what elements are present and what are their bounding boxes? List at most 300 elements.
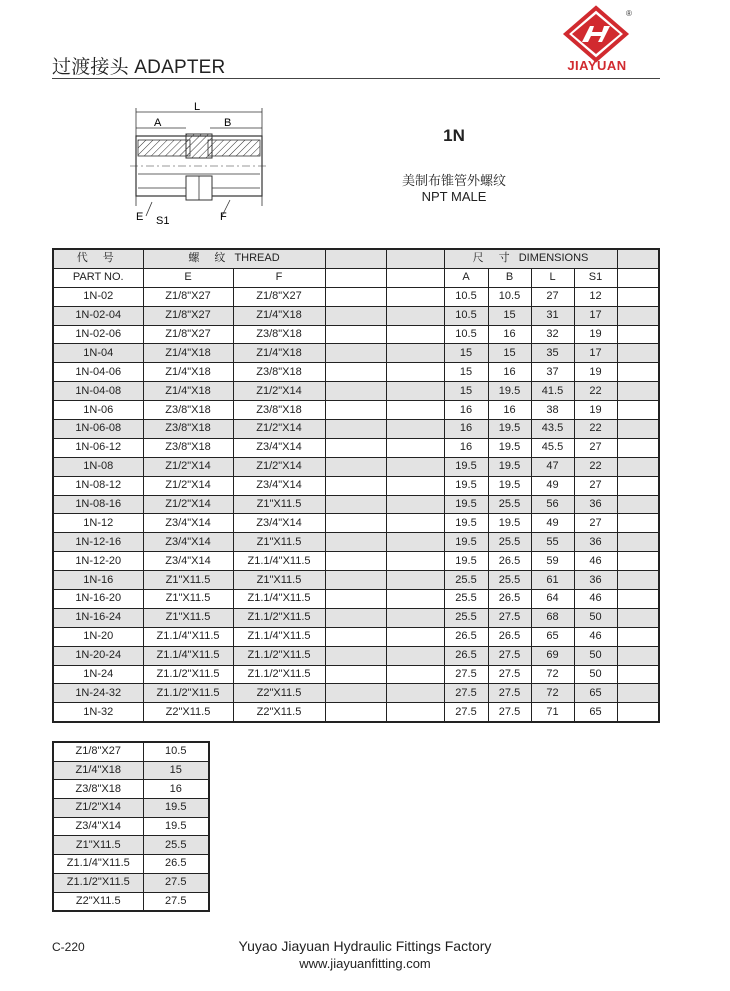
thread-f-cell: Z3/4"X14 — [233, 476, 325, 495]
factory-name: Yuyao Jiayuan Hydraulic Fittings Factory — [238, 938, 492, 954]
blank-cell — [325, 325, 386, 344]
ref-row — [53, 873, 209, 892]
part-no-cell: 1N-04 — [53, 344, 143, 363]
dim-l-cell: 37 — [531, 363, 574, 382]
part-no-cell: 1N-06-08 — [53, 420, 143, 439]
thread-f-cell: Z1.1/4"X11.5 — [233, 552, 325, 571]
table-row — [53, 382, 659, 401]
blank-cell — [386, 457, 444, 476]
dim-s1-cell: 22 — [574, 420, 617, 439]
thread-f-cell: Z1.1/2"X11.5 — [233, 665, 325, 684]
blank-cell — [325, 476, 386, 495]
dim-label-f: F — [220, 211, 227, 223]
dim-s1-cell: 46 — [574, 590, 617, 609]
dim-l-cell: 55 — [531, 533, 574, 552]
dim-b-cell: 16 — [488, 325, 531, 344]
dim-a-cell: 19.5 — [444, 533, 488, 552]
dim-l-cell: 71 — [531, 703, 574, 722]
dim-b-cell: 19.5 — [488, 457, 531, 476]
dim-a-cell: 27.5 — [444, 703, 488, 722]
website: www.jiayuanfitting.com — [299, 956, 431, 971]
dim-l-cell: 27 — [531, 287, 574, 306]
blank-cell — [617, 571, 659, 590]
part-no-cell: 1N-12 — [53, 514, 143, 533]
dim-s1-cell: 65 — [574, 684, 617, 703]
table-row — [53, 627, 659, 646]
ref-value-cell: 25.5 — [143, 836, 209, 855]
ref-thread-cell: Z1/8"X27 — [53, 742, 143, 761]
ref-row — [53, 892, 209, 911]
blank-cell — [617, 533, 659, 552]
table-row — [53, 646, 659, 665]
table-row — [53, 457, 659, 476]
part-no-cell: 1N-08-16 — [53, 495, 143, 514]
dim-a-cell: 26.5 — [444, 627, 488, 646]
dim-a-cell: 27.5 — [444, 684, 488, 703]
blank-cell — [386, 495, 444, 514]
table-row — [53, 665, 659, 684]
header-b: B — [488, 268, 531, 287]
thread-e-cell: Z1.1/4"X11.5 — [143, 646, 233, 665]
table-row — [53, 401, 659, 420]
thread-e-cell: Z1.1/4"X11.5 — [143, 627, 233, 646]
blank-cell — [386, 552, 444, 571]
dim-s1-cell: 19 — [574, 401, 617, 420]
blank-cell — [386, 533, 444, 552]
thread-f-cell: Z1"X11.5 — [233, 533, 325, 552]
ref-thread-cell: Z3/4"X14 — [53, 817, 143, 836]
blank-cell — [617, 287, 659, 306]
ref-thread-cell: Z1/4"X18 — [53, 761, 143, 780]
part-no-cell: 1N-32 — [53, 703, 143, 722]
blank-cell — [386, 684, 444, 703]
dim-a-cell: 19.5 — [444, 476, 488, 495]
part-no-cell: 1N-06-12 — [53, 438, 143, 457]
header-l: L — [531, 268, 574, 287]
thread-f-cell: Z2"X11.5 — [233, 684, 325, 703]
blank-cell — [617, 608, 659, 627]
ref-row — [53, 855, 209, 874]
thread-e-cell: Z3/4"X14 — [143, 533, 233, 552]
part-no-cell: 1N-04-08 — [53, 382, 143, 401]
blank-cell — [325, 495, 386, 514]
dim-s1-cell: 22 — [574, 382, 617, 401]
blank-cell — [386, 703, 444, 722]
ref-thread-cell: Z1.1/4"X11.5 — [53, 855, 143, 874]
ref-thread-cell: Z3/8"X18 — [53, 780, 143, 799]
dim-s1-cell: 50 — [574, 646, 617, 665]
thread-e-cell: Z1.1/2"X11.5 — [143, 665, 233, 684]
dim-l-cell: 56 — [531, 495, 574, 514]
dim-l-cell: 47 — [531, 457, 574, 476]
thread-e-cell: Z3/8"X18 — [143, 420, 233, 439]
dim-s1-cell: 17 — [574, 306, 617, 325]
blank-cell — [325, 590, 386, 609]
blank-cell — [386, 571, 444, 590]
blank-cell — [617, 382, 659, 401]
description-en: NPT MALE — [421, 189, 487, 204]
dim-b-cell: 27.5 — [488, 646, 531, 665]
thread-f-cell: Z2"X11.5 — [233, 703, 325, 722]
part-no-cell: 1N-24 — [53, 665, 143, 684]
thread-f-cell: Z1/2"X14 — [233, 457, 325, 476]
blank-cell — [325, 438, 386, 457]
thread-f-cell: Z3/8"X18 — [233, 325, 325, 344]
header-dimensions: 尺 寸 DIMENSIONS — [444, 249, 617, 268]
blank-cell — [325, 533, 386, 552]
dim-b-cell: 19.5 — [488, 438, 531, 457]
header-partno: PART NO. — [53, 268, 143, 287]
dim-b-cell: 25.5 — [488, 533, 531, 552]
header-a: A — [444, 268, 488, 287]
blank-cell — [325, 382, 386, 401]
ref-value-cell: 27.5 — [143, 873, 209, 892]
dim-label-b: B — [224, 117, 232, 129]
dim-a-cell: 27.5 — [444, 665, 488, 684]
dim-l-cell: 31 — [531, 306, 574, 325]
table-row — [53, 420, 659, 439]
thread-f-cell: Z1/2"X14 — [233, 382, 325, 401]
blank-cell — [325, 344, 386, 363]
dim-a-cell: 25.5 — [444, 590, 488, 609]
blank-cell — [325, 665, 386, 684]
table-row — [53, 325, 659, 344]
blank-cell — [386, 306, 444, 325]
table-row — [53, 344, 659, 363]
thread-f-cell: Z1/8"X27 — [233, 287, 325, 306]
ref-value-cell: 15 — [143, 761, 209, 780]
dim-l-cell: 69 — [531, 646, 574, 665]
thread-f-cell: Z3/4"X14 — [233, 514, 325, 533]
table-row — [53, 363, 659, 382]
table-row — [53, 514, 659, 533]
thread-e-cell: Z1/2"X14 — [143, 476, 233, 495]
thread-f-cell: Z3/8"X18 — [233, 363, 325, 382]
dim-s1-cell: 65 — [574, 703, 617, 722]
blank-cell — [617, 476, 659, 495]
dim-s1-cell: 22 — [574, 457, 617, 476]
blank-cell — [386, 420, 444, 439]
dim-s1-cell: 46 — [574, 627, 617, 646]
thread-e-cell: Z1/8"X27 — [143, 325, 233, 344]
blank-cell — [386, 401, 444, 420]
header-divider — [52, 78, 660, 79]
part-no-cell: 1N-06 — [53, 401, 143, 420]
blank-cell — [617, 684, 659, 703]
dim-b-cell: 27.5 — [488, 703, 531, 722]
dim-b-cell: 25.5 — [488, 495, 531, 514]
dim-label-l: L — [194, 101, 201, 113]
thread-e-cell: Z2"X11.5 — [143, 703, 233, 722]
dim-a-cell: 15 — [444, 382, 488, 401]
part-no-cell: 1N-20 — [53, 627, 143, 646]
thread-f-cell: Z1"X11.5 — [233, 495, 325, 514]
ref-thread-cell: Z1/2"X14 — [53, 799, 143, 818]
thread-e-cell: Z1/4"X18 — [143, 344, 233, 363]
blank-cell — [325, 457, 386, 476]
dim-l-cell: 32 — [531, 325, 574, 344]
part-no-cell: 1N-12-16 — [53, 533, 143, 552]
header-partno-cn: 代 号 — [53, 249, 143, 268]
part-no-cell: 1N-02-04 — [53, 306, 143, 325]
table-row — [53, 571, 659, 590]
blank-cell — [617, 401, 659, 420]
blank-cell — [325, 684, 386, 703]
part-no-cell: 1N-02-06 — [53, 325, 143, 344]
part-no-cell: 1N-08-12 — [53, 476, 143, 495]
registered-mark: ® — [626, 9, 632, 18]
blank-cell — [617, 627, 659, 646]
thread-e-cell: Z1/2"X14 — [143, 457, 233, 476]
dim-l-cell: 68 — [531, 608, 574, 627]
dim-s1-cell: 50 — [574, 608, 617, 627]
dim-a-cell: 16 — [444, 420, 488, 439]
dim-b-cell: 10.5 — [488, 287, 531, 306]
part-no-cell: 1N-16-24 — [53, 608, 143, 627]
blank-cell — [386, 287, 444, 306]
dim-b-cell: 27.5 — [488, 684, 531, 703]
blank-cell — [617, 552, 659, 571]
dim-l-cell: 72 — [531, 665, 574, 684]
dim-s1-cell: 50 — [574, 665, 617, 684]
dim-l-cell: 43.5 — [531, 420, 574, 439]
dim-b-cell: 25.5 — [488, 571, 531, 590]
dim-l-cell: 59 — [531, 552, 574, 571]
blank-cell — [386, 325, 444, 344]
dim-a-cell: 10.5 — [444, 287, 488, 306]
ref-value-cell: 27.5 — [143, 892, 209, 911]
blank-cell — [325, 646, 386, 665]
header-f: F — [233, 268, 325, 287]
blank-cell — [617, 438, 659, 457]
ref-thread-cell: Z1.1/2"X11.5 — [53, 873, 143, 892]
blank-cell — [325, 306, 386, 325]
table-row — [53, 590, 659, 609]
blank-cell — [617, 344, 659, 363]
blank-cell — [325, 401, 386, 420]
blank-cell — [617, 306, 659, 325]
table-row — [53, 552, 659, 571]
blank-cell — [325, 608, 386, 627]
dim-a-cell: 10.5 — [444, 325, 488, 344]
thread-f-cell: Z1.1/2"X11.5 — [233, 646, 325, 665]
dim-l-cell: 65 — [531, 627, 574, 646]
dim-a-cell: 15 — [444, 363, 488, 382]
dim-b-cell: 27.5 — [488, 608, 531, 627]
dim-b-cell: 19.5 — [488, 382, 531, 401]
thread-e-cell: Z1/4"X18 — [143, 382, 233, 401]
table-row — [53, 306, 659, 325]
thread-f-cell: Z1/4"X18 — [233, 306, 325, 325]
part-no-cell: 1N-08 — [53, 457, 143, 476]
blank-cell — [386, 665, 444, 684]
thread-e-cell: Z1.1/2"X11.5 — [143, 684, 233, 703]
thread-e-cell: Z3/4"X14 — [143, 552, 233, 571]
dim-b-cell: 26.5 — [488, 590, 531, 609]
thread-e-cell: Z3/4"X14 — [143, 514, 233, 533]
dim-l-cell: 49 — [531, 514, 574, 533]
thread-f-cell: Z1/4"X18 — [233, 344, 325, 363]
part-no-cell: 1N-16-20 — [53, 590, 143, 609]
part-no-cell: 1N-02 — [53, 287, 143, 306]
ref-value-cell: 10.5 — [143, 742, 209, 761]
dim-s1-cell: 46 — [574, 552, 617, 571]
part-no-cell: 1N-20-24 — [53, 646, 143, 665]
ref-row — [53, 780, 209, 799]
dim-s1-cell: 36 — [574, 533, 617, 552]
thread-f-cell: Z3/4"X14 — [233, 438, 325, 457]
dim-l-cell: 61 — [531, 571, 574, 590]
blank-cell — [617, 457, 659, 476]
blank-cell — [617, 514, 659, 533]
dim-b-cell: 15 — [488, 344, 531, 363]
page-number: C-220 — [52, 940, 85, 954]
thread-e-cell: Z1/8"X27 — [143, 287, 233, 306]
dim-b-cell: 16 — [488, 363, 531, 382]
dim-s1-cell: 17 — [574, 344, 617, 363]
thread-e-cell: Z3/8"X18 — [143, 438, 233, 457]
thread-f-cell: Z1.1/2"X11.5 — [233, 608, 325, 627]
page-title: 过渡接头 ADAPTER — [52, 57, 226, 78]
dim-a-cell: 16 — [444, 401, 488, 420]
blank-cell — [325, 363, 386, 382]
table-row — [53, 608, 659, 627]
thread-f-cell: Z3/8"X18 — [233, 401, 325, 420]
table-row — [53, 495, 659, 514]
fitting-drawing — [126, 96, 272, 228]
blank-cell — [325, 287, 386, 306]
thread-e-cell: Z1"X11.5 — [143, 608, 233, 627]
header-e: E — [143, 268, 233, 287]
thread-f-cell: Z1.1/4"X11.5 — [233, 590, 325, 609]
dim-s1-cell: 36 — [574, 495, 617, 514]
dim-b-cell: 26.5 — [488, 627, 531, 646]
thread-e-cell: Z1/8"X27 — [143, 306, 233, 325]
dim-l-cell: 49 — [531, 476, 574, 495]
table-row — [53, 533, 659, 552]
dim-label-e: E — [136, 211, 144, 223]
header-thread: 螺 纹 THREAD — [143, 249, 325, 268]
part-no-cell: 1N-04-06 — [53, 363, 143, 382]
dim-a-cell: 19.5 — [444, 552, 488, 571]
blank-cell — [617, 325, 659, 344]
ref-row — [53, 817, 209, 836]
dim-a-cell: 19.5 — [444, 457, 488, 476]
description-cn: 美制布锥管外螺纹 — [401, 173, 506, 188]
blank-cell — [325, 552, 386, 571]
blank-cell — [325, 571, 386, 590]
dim-a-cell: 19.5 — [444, 514, 488, 533]
ref-thread-cell: Z1"X11.5 — [53, 836, 143, 855]
dim-l-cell: 35 — [531, 344, 574, 363]
dim-l-cell: 41.5 — [531, 382, 574, 401]
thread-reference-table — [52, 741, 210, 912]
header-s1: S1 — [574, 268, 617, 287]
blank-cell — [386, 438, 444, 457]
ref-thread-cell: Z2"X11.5 — [53, 892, 143, 911]
spec-table — [52, 248, 660, 723]
dim-a-cell: 16 — [444, 438, 488, 457]
blank-cell — [617, 495, 659, 514]
dim-b-cell: 16 — [488, 401, 531, 420]
thread-e-cell: Z1"X11.5 — [143, 590, 233, 609]
ref-row — [53, 799, 209, 818]
dim-label-s1: S1 — [156, 215, 170, 227]
dim-b-cell: 26.5 — [488, 552, 531, 571]
dim-s1-cell: 12 — [574, 287, 617, 306]
dim-b-cell: 19.5 — [488, 514, 531, 533]
ref-row — [53, 836, 209, 855]
thread-f-cell: Z1.1/4"X11.5 — [233, 627, 325, 646]
table-row — [53, 476, 659, 495]
dim-b-cell: 15 — [488, 306, 531, 325]
dim-l-cell: 38 — [531, 401, 574, 420]
blank-cell — [386, 476, 444, 495]
dim-s1-cell: 19 — [574, 325, 617, 344]
dim-s1-cell: 36 — [574, 571, 617, 590]
dim-s1-cell: 27 — [574, 514, 617, 533]
dim-b-cell: 19.5 — [488, 420, 531, 439]
blank-cell — [386, 608, 444, 627]
model-code: 1N — [443, 126, 465, 145]
ref-value-cell: 16 — [143, 780, 209, 799]
blank-cell — [617, 665, 659, 684]
blank-cell — [617, 590, 659, 609]
part-no-cell: 1N-24-32 — [53, 684, 143, 703]
dim-l-cell: 64 — [531, 590, 574, 609]
thread-e-cell: Z1/4"X18 — [143, 363, 233, 382]
dim-a-cell: 25.5 — [444, 571, 488, 590]
brand-name: JIAYUAN — [567, 58, 627, 73]
blank-cell — [386, 590, 444, 609]
table-row — [53, 287, 659, 306]
dim-a-cell: 10.5 — [444, 306, 488, 325]
dim-a-cell: 25.5 — [444, 608, 488, 627]
ref-value-cell: 19.5 — [143, 799, 209, 818]
dim-s1-cell: 27 — [574, 438, 617, 457]
thread-f-cell: Z1/2"X14 — [233, 420, 325, 439]
dim-l-cell: 72 — [531, 684, 574, 703]
dim-a-cell: 26.5 — [444, 646, 488, 665]
blank-cell — [325, 703, 386, 722]
ref-row — [53, 742, 209, 761]
part-no-cell: 1N-12-20 — [53, 552, 143, 571]
dim-b-cell: 19.5 — [488, 476, 531, 495]
thread-f-cell: Z1"X11.5 — [233, 571, 325, 590]
blank-cell — [386, 363, 444, 382]
table-row — [53, 438, 659, 457]
dim-s1-cell: 27 — [574, 476, 617, 495]
table-row — [53, 684, 659, 703]
blank-cell — [617, 646, 659, 665]
dim-l-cell: 45.5 — [531, 438, 574, 457]
dim-b-cell: 27.5 — [488, 665, 531, 684]
part-no-cell: 1N-16 — [53, 571, 143, 590]
blank-cell — [386, 344, 444, 363]
blank-cell — [386, 514, 444, 533]
ref-row — [53, 761, 209, 780]
ref-value-cell: 26.5 — [143, 855, 209, 874]
blank-cell — [617, 703, 659, 722]
blank-cell — [325, 420, 386, 439]
thread-e-cell: Z3/8"X18 — [143, 401, 233, 420]
blank-cell — [325, 627, 386, 646]
dim-a-cell: 19.5 — [444, 495, 488, 514]
dim-s1-cell: 19 — [574, 363, 617, 382]
ref-value-cell: 19.5 — [143, 817, 209, 836]
dim-a-cell: 15 — [444, 344, 488, 363]
blank-cell — [617, 420, 659, 439]
